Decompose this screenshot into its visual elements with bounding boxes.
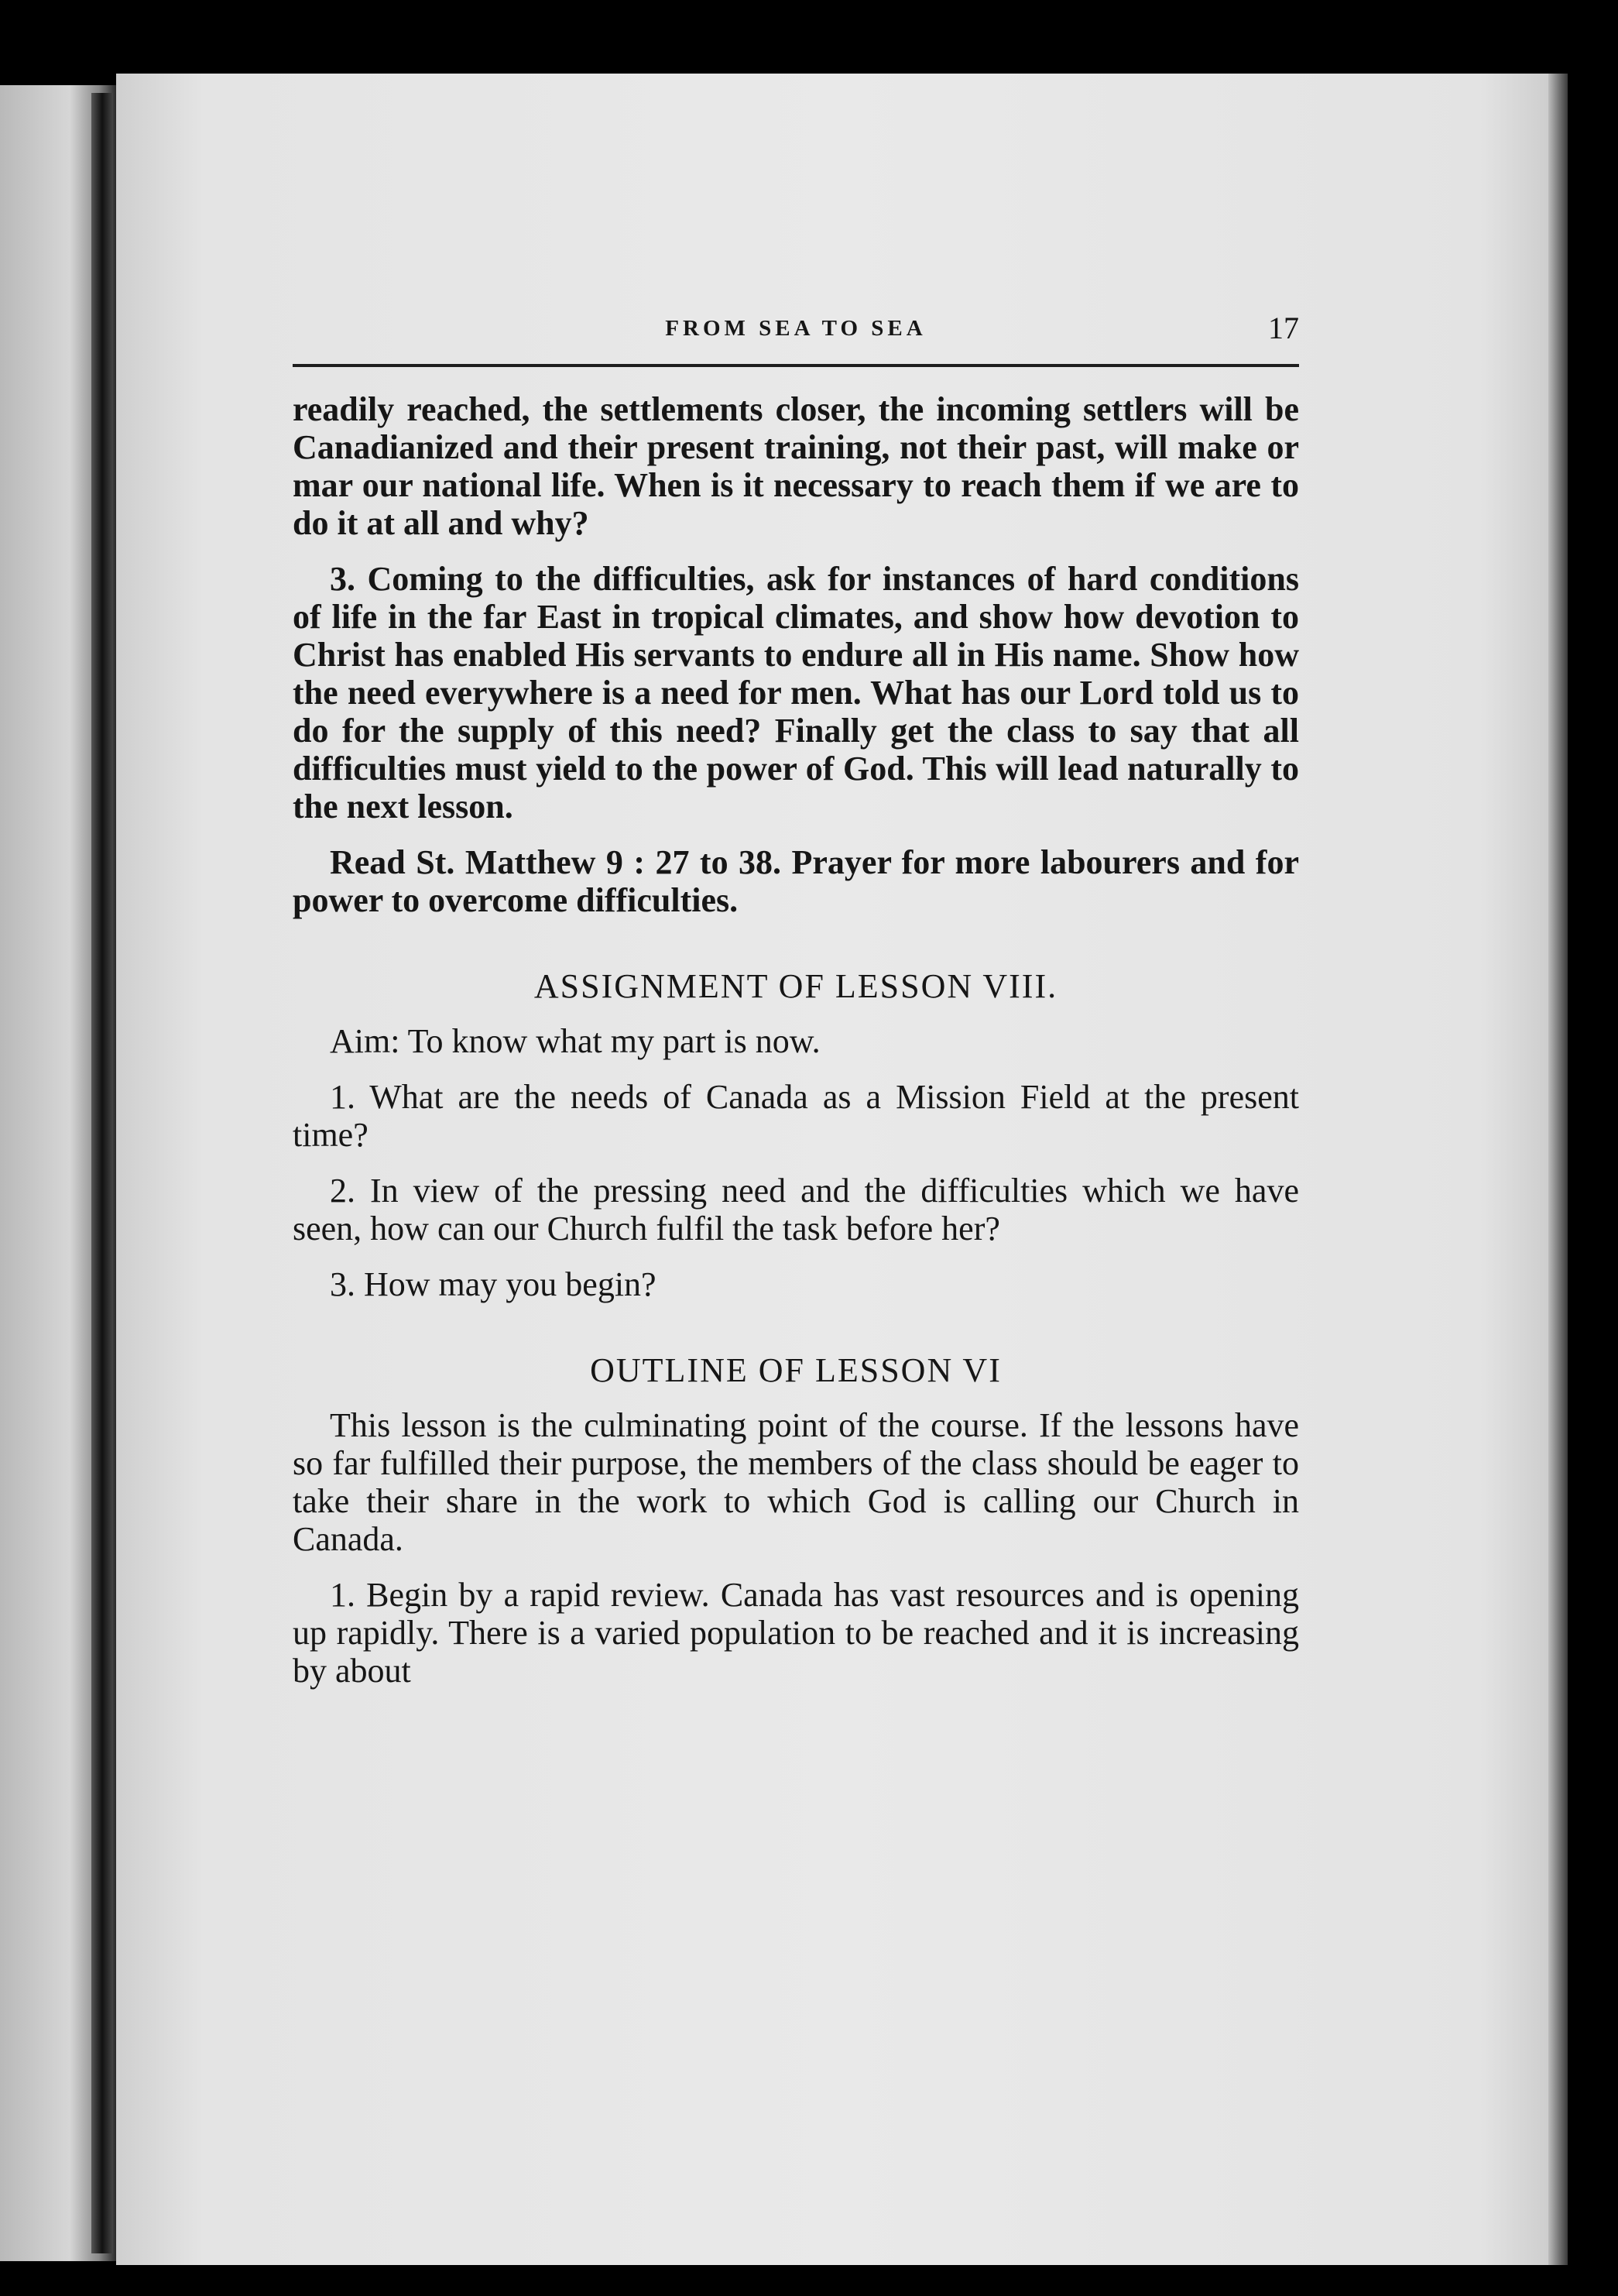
heading-assignment: ASSIGNMENT OF LESSON VIII. [533, 967, 1058, 1005]
paragraph-reading: Read St. Matthew 9 : 27 to 38. Prayer for more labourers and for power to overcome difficulties. [293, 843, 1299, 919]
page-number: 17 [1268, 311, 1299, 345]
paragraph-difficulties: 3. Coming to the difficulties, ask for instances of hard conditions of life in the far East in tropical climates, and show how devotion to Christ has enabled His servants to endure all in His name. Show how the need everywhere is a need for men. What has our Lord told us to do for the supply of this need? Finally get the class to say that all difficulties must yield to the power of God. This will lead naturally to the next lesson. [293, 560, 1299, 825]
paragraph-culminating: This lesson is the culminating point of the course. If the lessons have so far fulfilled their purpose, the members of the class should be eager to take their share in the work to which God is calling our Church in Canada. [293, 1406, 1299, 1558]
assignment-item-2: 2. In view of the pressing need and the difficulties which we have seen, how can our Church fulfil the task before her? [293, 1172, 1299, 1248]
page-text [293, 310, 1299, 1690]
paragraph-continuation: readily reached, the settlements closer, the incoming settlers will be Canadianized and their present training, not their past, will make or mar our national life. When is it necessary to reach them if we are to do it at all and why? [293, 390, 1299, 542]
running-head [293, 310, 1299, 367]
page-right-edge [1548, 74, 1568, 2265]
book-spine [91, 93, 113, 2253]
assignment-item-1: 1. What are the needs of Canada as a Mission Field at the present time? [293, 1078, 1299, 1154]
paragraph-review: 1. Begin by a rapid review. Canada has vast resources and is opening up rapidly. There is a varied population to be reached and it is increasing by about [293, 1576, 1299, 1690]
heading-outline: OUTLINE OF LESSON VI [590, 1351, 1002, 1389]
running-title: FROM SEA TO SEA [665, 316, 927, 341]
assignment-item-3: 3. How may you begin? [330, 1265, 656, 1303]
aim-line: Aim: To know what my part is now. [330, 1022, 821, 1060]
